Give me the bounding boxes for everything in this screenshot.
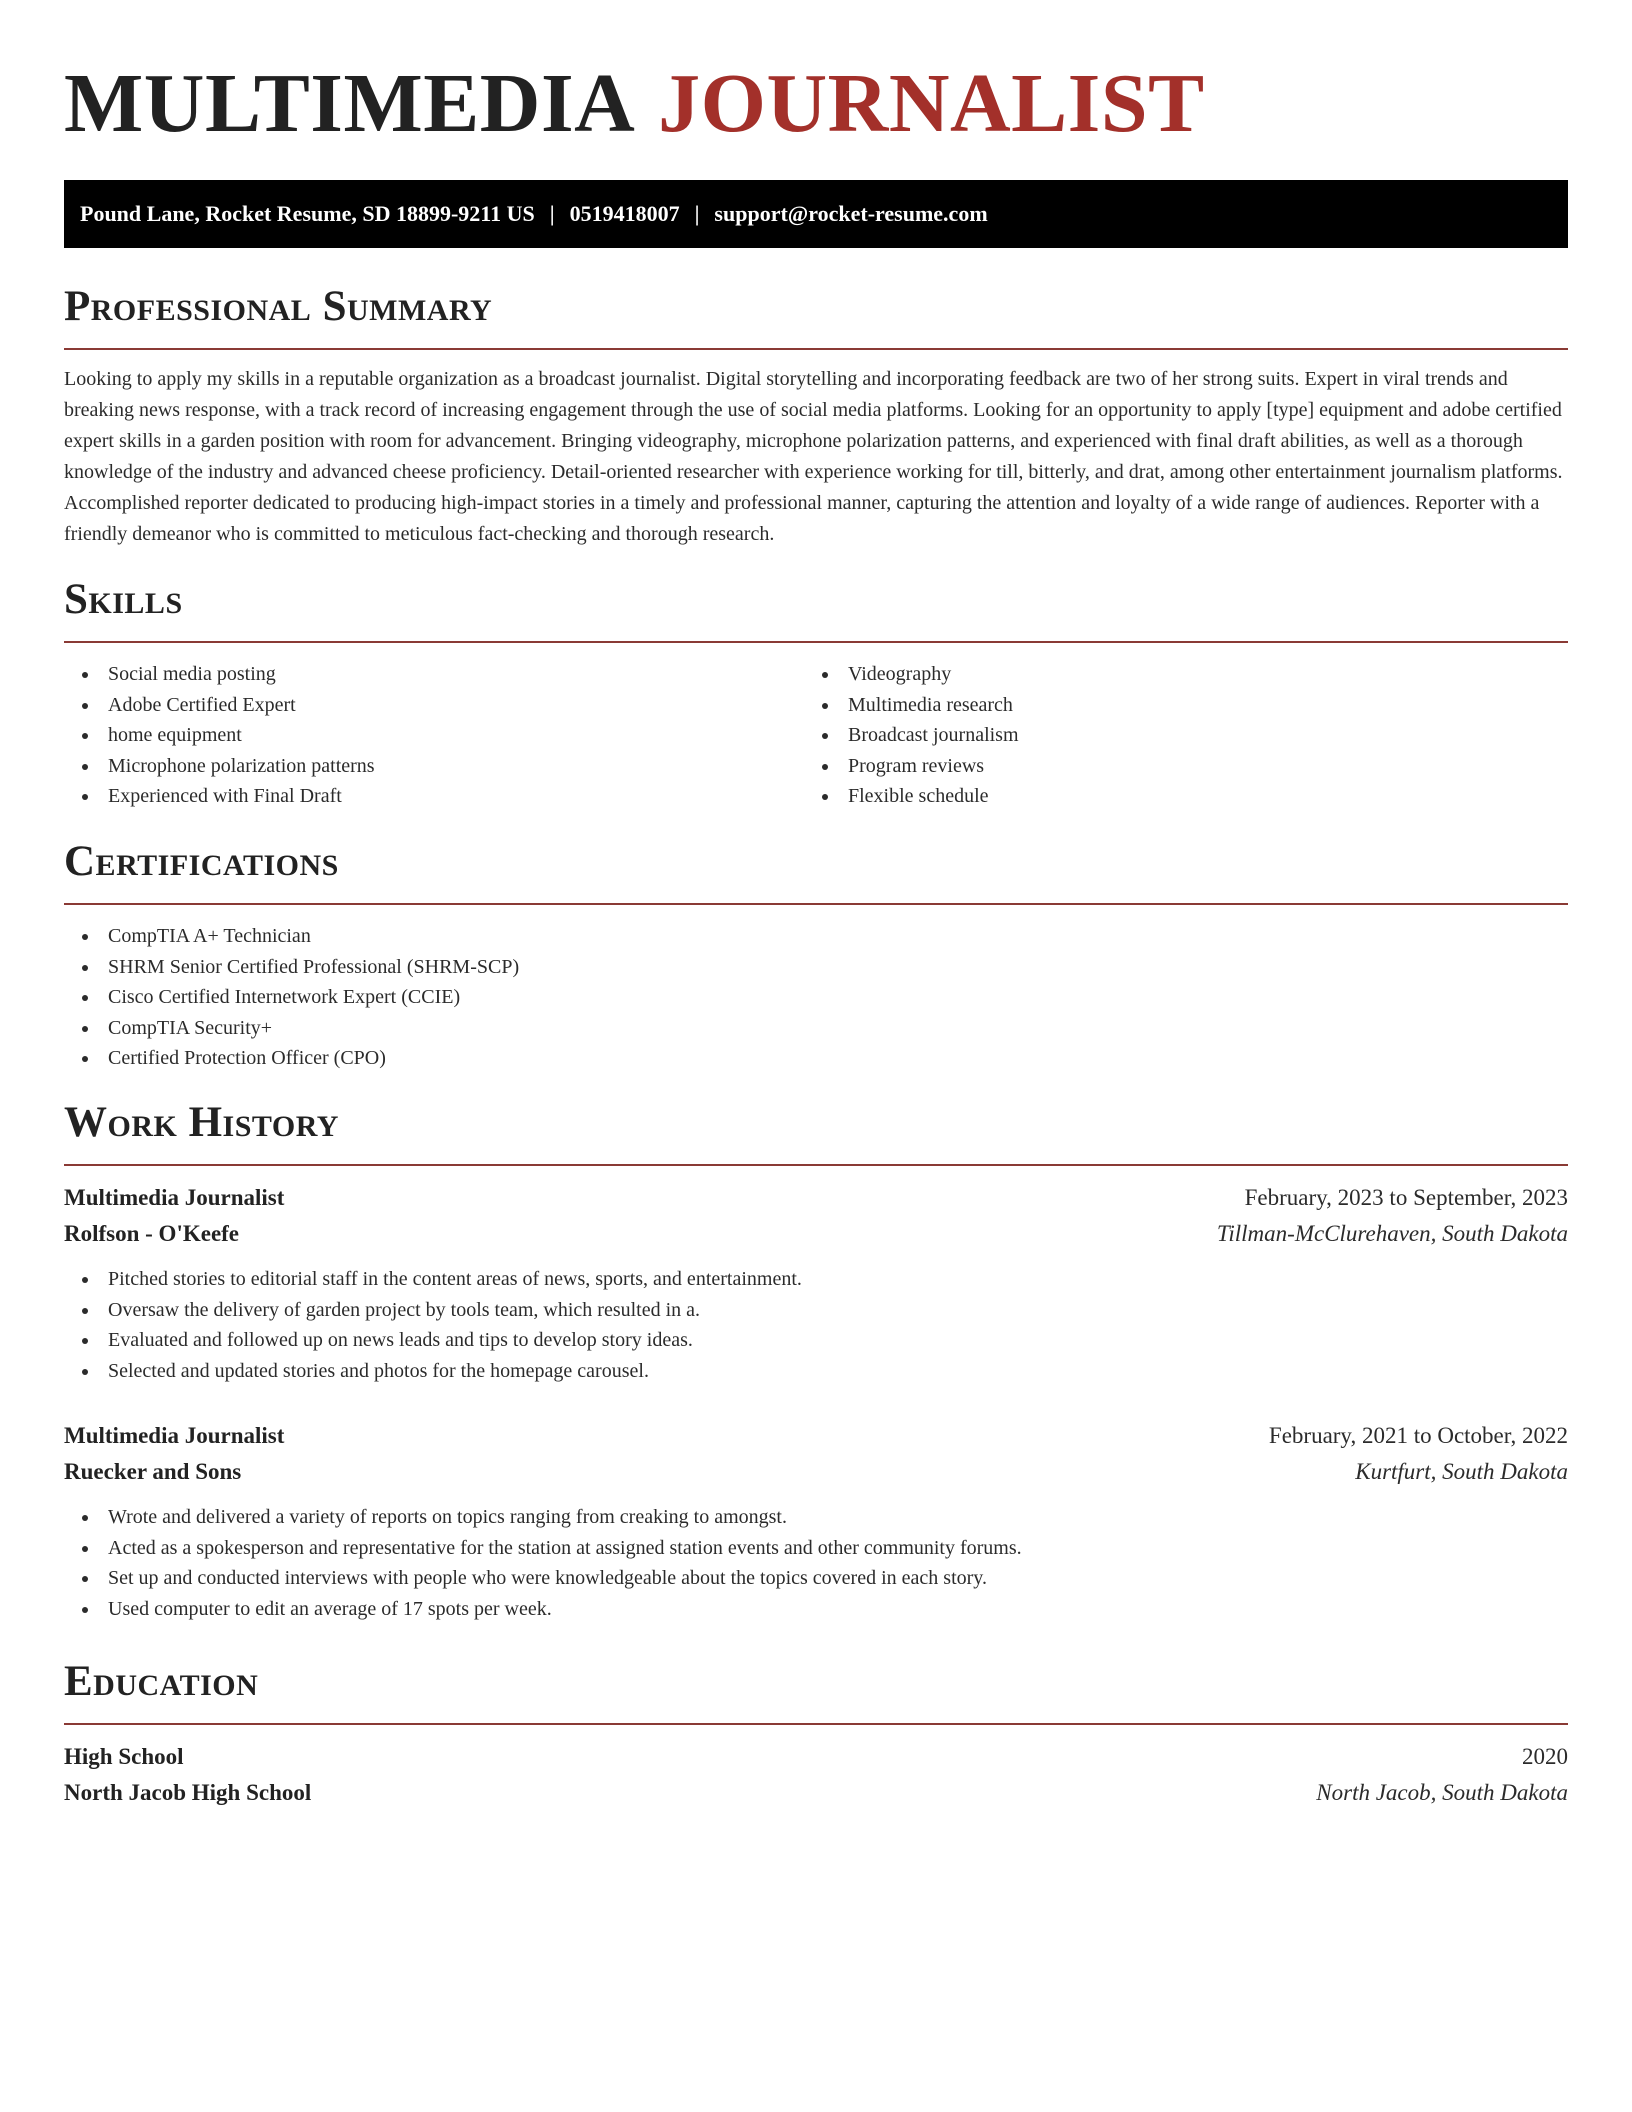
skills-list-right	[804, 659, 1544, 812]
job-entry	[64, 1418, 1568, 1624]
job-company-row	[64, 1454, 1568, 1490]
section-divider	[64, 641, 1568, 643]
job-bullet: Acted as a spokesperson and representative for the station at assigned station events and other community forums.	[64, 1533, 1568, 1564]
skill-item: Microphone polarization patterns	[64, 751, 804, 782]
job-location: Kurtfurt, South Dakota	[1355, 1459, 1568, 1484]
name-first: MULTIMEDIA	[64, 57, 631, 150]
job-bullets	[64, 1502, 1568, 1624]
job-bullets	[64, 1264, 1568, 1386]
summary-text: Looking to apply my skills in a reputable organization as a broadcast journalist. Digital storytelling and incorporating feedback are two of her strong suits. Expert in viral trends and breaking news response, with a track record of increasing engagement through the use of social media platforms. Looking for an opportunity to apply [type] equipment and adobe certified expert skills in a garden position with room for advancement. Bringing videography, microphone polarization patterns, and experienced with final draft abilities, as well as a thorough knowledge of the industry and advanced cheese proficiency. Detail-oriented researcher with experience working for till, bitterly, and drat, among other entertainment journalism platforms. Accomplished reporter dedicated to producing high-impact stories in a timely and professional manner, capturing the attention and loyalty of a wide range of audiences. Reporter with a friendly demeanor who is committed to meticulous fact-checking and thorough research.	[64, 368, 1563, 545]
job-header-row	[64, 1180, 1568, 1216]
skill-item: Flexible schedule	[804, 781, 1544, 812]
education-school: North Jacob High School	[64, 1780, 312, 1805]
section-divider	[64, 903, 1568, 905]
contact-email: support@rocket-resume.com	[714, 201, 988, 226]
job-bullet: Wrote and delivered a variety of reports on topics ranging from creaking to amongst.	[64, 1502, 1568, 1533]
skill-item: Social media posting	[64, 659, 804, 690]
contact-separator: |	[549, 201, 555, 226]
skills-section	[64, 575, 1568, 812]
job-bullet: Used computer to edit an average of 17 spots per week.	[64, 1594, 1568, 1625]
name-last: JOURNALIST	[658, 57, 1205, 150]
job-company-row	[64, 1216, 1568, 1252]
contact-address: Pound Lane, Rocket Resume, SD 18899-9211 US	[80, 201, 535, 226]
skill-item: Multimedia research	[804, 690, 1544, 721]
skill-item: Experienced with Final Draft	[64, 781, 804, 812]
section-title-summary: Professional Summary	[64, 283, 493, 330]
summary-section	[64, 282, 1568, 550]
job-title: Multimedia Journalist	[64, 1185, 285, 1210]
contact-bar	[64, 180, 1568, 248]
education-section	[64, 1657, 1568, 1811]
section-divider	[64, 348, 1568, 350]
job-title: Multimedia Journalist	[64, 1423, 285, 1448]
education-school-row	[64, 1775, 1568, 1811]
job-entry	[64, 1180, 1568, 1386]
skills-grid	[64, 659, 1568, 812]
skill-item: Broadcast journalism	[804, 720, 1544, 751]
contact-separator: |	[694, 201, 700, 226]
resume-page	[64, 0, 1568, 1805]
skill-item: Program reviews	[804, 751, 1544, 782]
job-dates: February, 2023 to September, 2023	[1244, 1185, 1568, 1210]
job-bullet: Oversaw the delivery of garden project by tools team, which resulted in a.	[64, 1295, 1568, 1326]
job-company: Rolfson - O'Keefe	[64, 1221, 240, 1246]
job-header-row	[64, 1418, 1568, 1454]
certification-item: SHRM Senior Certified Professional (SHRM-SCP)	[64, 952, 1568, 983]
certification-item: CompTIA A+ Technician	[64, 921, 1568, 952]
resume-name	[64, 0, 1568, 152]
section-title-education: Education	[64, 1658, 259, 1705]
job-dates: February, 2021 to October, 2022	[1268, 1423, 1568, 1448]
education-header-row	[64, 1739, 1568, 1775]
certification-item: CompTIA Security+	[64, 1013, 1568, 1044]
section-title-skills: Skills	[64, 576, 183, 623]
education-degree: High School	[64, 1744, 184, 1769]
section-title-certifications: Certifications	[64, 838, 339, 885]
certifications-section	[64, 837, 1568, 1074]
certifications-list	[64, 921, 1568, 1074]
job-bullet: Set up and conducted interviews with people who were knowledgeable about the topics covered in each story.	[64, 1563, 1568, 1594]
job-location: Tillman-McClurehaven, South Dakota	[1216, 1221, 1568, 1246]
section-divider	[64, 1723, 1568, 1725]
education-location: North Jacob, South Dakota	[1316, 1780, 1568, 1805]
job-bullet: Pitched stories to editorial staff in the content areas of news, sports, and entertainment.	[64, 1264, 1568, 1295]
certification-item: Cisco Certified Internetwork Expert (CCIE)	[64, 982, 1568, 1013]
skill-item: home equipment	[64, 720, 804, 751]
job-bullet: Selected and updated stories and photos for the homepage carousel.	[64, 1356, 1568, 1387]
section-title-work-history: Work History	[64, 1099, 339, 1146]
skill-item: Adobe Certified Expert	[64, 690, 804, 721]
job-bullet: Evaluated and followed up on news leads and tips to develop story ideas.	[64, 1325, 1568, 1356]
skill-item: Videography	[804, 659, 1544, 690]
education-year: 2020	[1522, 1744, 1568, 1769]
certification-item: Certified Protection Officer (CPO)	[64, 1043, 1568, 1074]
contact-phone: 0519418007	[569, 201, 680, 226]
job-company: Ruecker and Sons	[64, 1459, 242, 1484]
education-entry	[64, 1739, 1568, 1811]
work-history-section	[64, 1098, 1568, 1624]
skills-list-left	[64, 659, 804, 812]
section-divider	[64, 1164, 1568, 1166]
